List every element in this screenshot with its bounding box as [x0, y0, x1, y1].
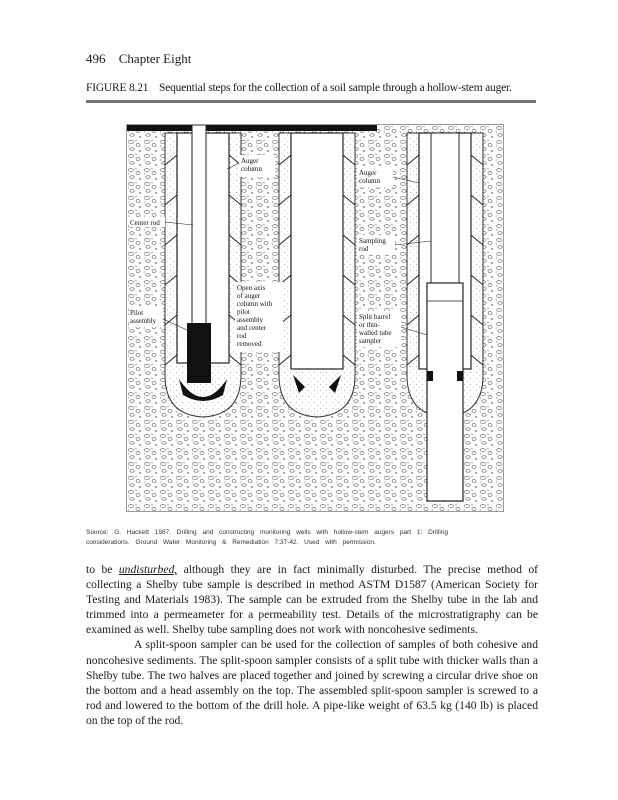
label-line: Center rod	[130, 219, 160, 227]
panel-1	[165, 125, 241, 417]
figure-caption	[86, 82, 536, 94]
p1-emphasis: undisturbed,	[118, 563, 178, 576]
label-line: rod	[359, 245, 369, 253]
label-line: Open axis	[237, 284, 266, 292]
source-line-2: considerations. Ground Water Monitoring & Remediation 7:37-42. Used with permission.	[86, 539, 376, 546]
caption-rule	[86, 100, 536, 103]
label-line: column	[241, 165, 262, 173]
label-line: sampler	[359, 337, 382, 345]
source-line-1: Source: G. Hackett 1987. Drilling and constructing monitoring wells with hollow-stem augers part 1: Drilling	[86, 529, 448, 536]
paragraph-2: A split-spoon sampler can be used for the collection of samples of both cohesive and noncohesive sediments. The split-spoon sampler consists of a split tube with thicker walls than a Shelby tube. The two halves are placed together and joined by screwing a circular drive shoe on the bottom and a head assembly on the top. The assembled split-spoon sampler is screwed to a rod and lowered to the bottom of the drill hole. A pipe-like weight of 63.5 kg (140 lb) is placed on the top of the rod.	[86, 638, 538, 727]
label-line: removed	[237, 340, 262, 348]
label-open-axis	[235, 282, 283, 352]
label-line: assembly	[130, 317, 157, 325]
chapter-title: Chapter Eight	[118, 51, 192, 66]
label-line: walled tube	[359, 329, 392, 337]
body-text	[86, 562, 538, 728]
label-line: Sampling	[359, 237, 386, 245]
figure-source	[86, 528, 506, 548]
label-line: column	[359, 177, 380, 185]
paragraph-1	[86, 562, 538, 637]
label-line: Pilot	[130, 309, 144, 317]
label-line: Auger	[241, 157, 259, 165]
label-line: rod	[237, 332, 247, 340]
page-header	[86, 51, 201, 67]
label-line: Split barrel	[359, 313, 391, 321]
page-number: 496	[86, 51, 106, 66]
label-line: and center	[237, 324, 266, 332]
label-line: assembly	[237, 316, 264, 324]
label-line: of auger	[237, 292, 261, 300]
p1-post: although they are in fact minimally disturbed. The precise method of collecting a Shelby tube sample is described in method ASTM D1587 (American Society for Testing and Materials 1983). The sample can be extruded from the Shelby tube in the lab and trimmed into a permeameter for a permeability test. Details of the microstratigraphy can be examined as well. Shelby tube sampling does not work with noncohesive sediments.	[86, 563, 538, 637]
label-line: column with	[237, 300, 273, 308]
panel-2	[279, 133, 355, 417]
figure-illustration	[126, 124, 504, 512]
label-line: pilot	[237, 308, 250, 316]
auger-diagram	[127, 125, 503, 511]
label-line: or thin-	[359, 321, 380, 329]
label-line: Auger	[359, 169, 377, 177]
figure-caption-text: Sequential steps for the collection of a soil sample through a hollow-stem auger.	[159, 82, 512, 94]
p1-pre: to be	[86, 563, 119, 576]
figure-label: FIGURE 8.21	[86, 82, 149, 94]
